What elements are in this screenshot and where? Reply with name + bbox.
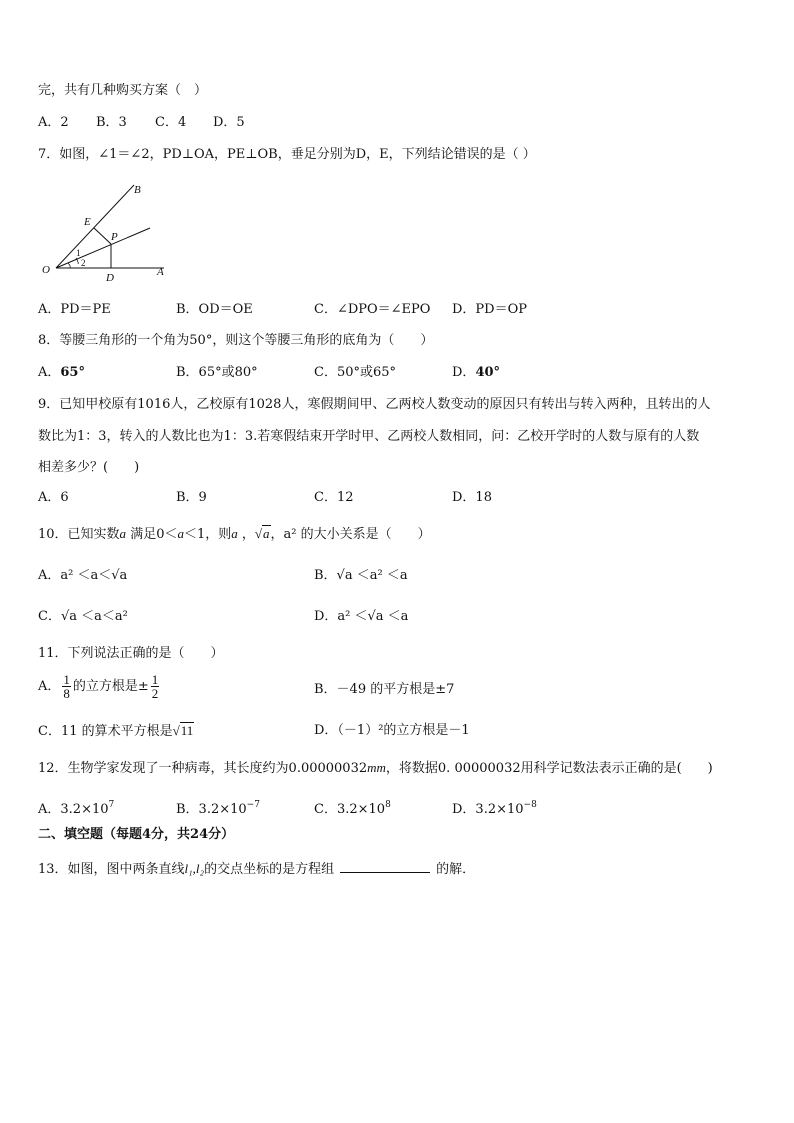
q7-option-d: D．PD＝OP: [452, 302, 527, 317]
q10-stem: 10．已知实数a 满足0＜a＜1，则a ，√a，a² 的大小关系是（ ）: [38, 526, 431, 542]
label-d: D: [106, 272, 114, 284]
q6-option-b: B．3: [96, 115, 127, 130]
q9-option-a: A．6: [38, 490, 69, 505]
q12-stem: 12．生物学家发现了一种病毒，其长度约为0.00000032mm，将数据0. 00000032用科学记数法表示正确的是( ): [38, 760, 713, 776]
label-p: P: [111, 231, 118, 243]
q6-option-d: D．5: [213, 115, 245, 130]
q6-option-a: A．2: [38, 115, 69, 130]
label-b: B: [134, 184, 141, 196]
q10-option-c: C．√a ＜a＜a²: [38, 609, 128, 624]
q10-option-d: D．a² ＜√a ＜a: [314, 609, 409, 624]
q9-line-2: 数比为1：3，转入的人数比也为1：3.若寒假结束开学时甲、乙两校人数相同，问：乙校开学时的人数与原有的人数: [38, 429, 700, 444]
q13-stem: 13．如图，图中两条直线l₁,l₂的交点坐标的是方程组 的解．: [38, 861, 476, 877]
q7-stem: 7．如图，∠1＝∠2，PD⊥OA，PE⊥OB，垂足分别为D，E，下列结论错误的是（ ）: [38, 147, 536, 162]
q6-option-c: C．4: [155, 115, 187, 130]
q11-stem: 11．下列说法正确的是（ ）: [38, 646, 224, 661]
q11-option-c: C．11 的算术平方根是√11: [38, 723, 194, 739]
q7-option-c: C．∠DPO＝∠EPO: [314, 302, 431, 317]
q8-option-a: A．65°: [38, 365, 85, 380]
q11-option-b: B．－49 的平方根是±7: [314, 682, 455, 697]
label-o: O: [42, 264, 50, 276]
q10-option-a: A．a² ＜a＜√a: [38, 568, 128, 583]
q11-option-d: D．（－1）²的立方根是－1: [314, 723, 470, 738]
q12-option-b: B．$3.2\times 10^{-7}$: [176, 800, 260, 817]
label-angle-1: 1: [76, 248, 81, 258]
label-a: A: [157, 266, 164, 278]
q9-option-d: D．18: [452, 490, 492, 505]
q8-option-c: C．50°或65°: [314, 365, 397, 380]
q7-option-b: B．OD＝OE: [176, 302, 253, 317]
q9-option-b: B．9: [176, 490, 207, 505]
q8-option-d-value: 40°: [475, 365, 501, 380]
q6-stem-tail: 完，共有几种购买方案（ ）: [38, 83, 208, 98]
q8-option-d: D．40°: [452, 365, 501, 380]
q7-option-a: A．PD＝PE: [38, 302, 111, 317]
q12-option-a: A．$3.2\times 10^7$: [38, 800, 115, 817]
q8-option-b: B．65°或80°: [176, 365, 258, 380]
label-e: E: [84, 216, 91, 228]
q7-figure: [38, 180, 178, 285]
q9-line-1: 9．已知甲校原有1016人，乙校原有1028人，寒假期间甲、乙两校人数变动的原因只有转出与转入两种，且转出的人: [38, 397, 711, 412]
q8-option-a-value: 65°: [60, 365, 85, 380]
section-2-title: 二、填空题（每题4分，共24分）: [38, 827, 235, 842]
q11-option-a: A． $\frac{1}{8}$ 的立方根是± $\frac{1}{2}$: [38, 672, 159, 701]
label-angle-2: 2: [81, 258, 86, 268]
angle-arc-2: [68, 263, 70, 268]
q9-option-c: C．12: [314, 490, 354, 505]
q10-option-b: B．√a ＜a² ＜a: [314, 568, 408, 583]
ray-op: [56, 228, 150, 268]
ray-ob: [56, 185, 134, 268]
q12-option-c: C．$3.2\times 10^8$: [314, 800, 391, 817]
q12-option-d: D．$3.2\times 10^{-8}$: [452, 800, 537, 817]
segment-pe: [94, 228, 111, 244]
q13-answer-blank[interactable]: [340, 860, 430, 873]
q9-line-3: 相差多少？( ): [38, 460, 140, 475]
q8-stem: 8．等腰三角形的一个角为50°，则这个等腰三角形的底角为（ ）: [38, 333, 434, 348]
